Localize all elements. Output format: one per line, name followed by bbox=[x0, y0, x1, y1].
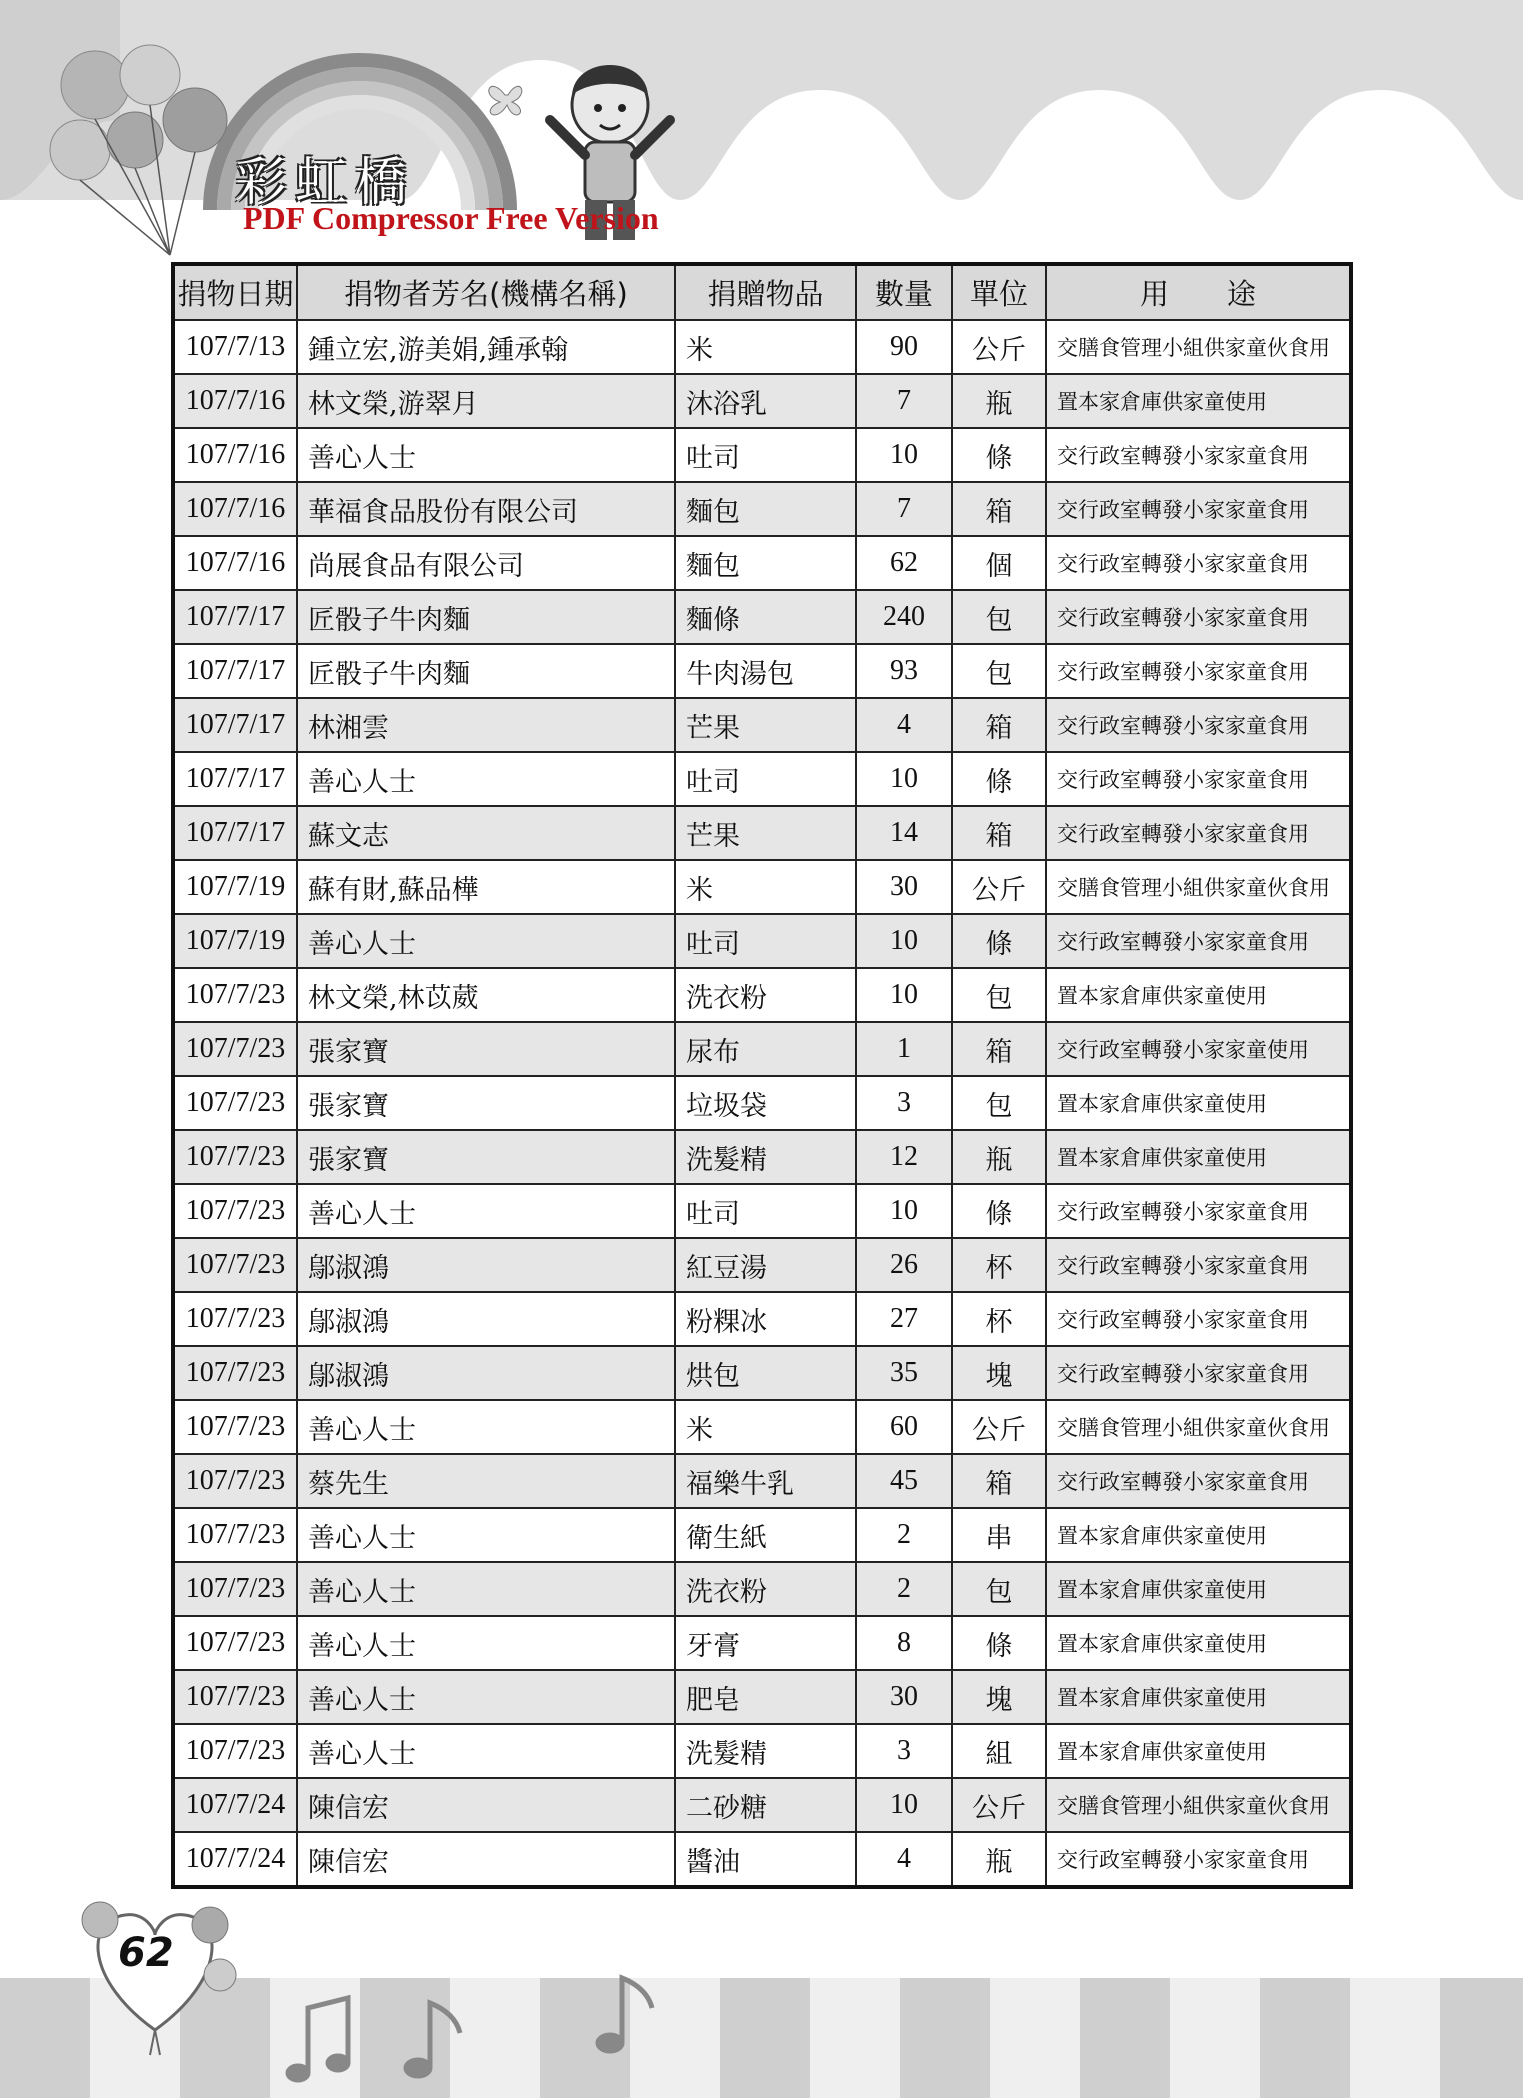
cell-unit: 個 bbox=[952, 536, 1046, 590]
cell-date: 107/7/16 bbox=[173, 536, 297, 590]
cell-item: 麵條 bbox=[675, 590, 856, 644]
cell-purpose: 交行政室轉發小家家童食用 bbox=[1046, 752, 1351, 806]
cell-quantity: 62 bbox=[856, 536, 952, 590]
cell-purpose: 置本家倉庫供家童使用 bbox=[1046, 1508, 1351, 1562]
cell-unit: 塊 bbox=[952, 1670, 1046, 1724]
cell-donor: 善心人士 bbox=[297, 1616, 675, 1670]
table-row bbox=[173, 1346, 1351, 1400]
cell-item: 紅豆湯 bbox=[675, 1238, 856, 1292]
cell-quantity: 2 bbox=[856, 1562, 952, 1616]
cell-date: 107/7/13 bbox=[173, 320, 297, 374]
logo-title: 彩虹橋 bbox=[235, 153, 416, 213]
table-row bbox=[173, 806, 1351, 860]
table-row bbox=[173, 914, 1351, 968]
cell-unit: 杯 bbox=[952, 1292, 1046, 1346]
cell-item: 二砂糖 bbox=[675, 1778, 856, 1832]
cell-date: 107/7/23 bbox=[173, 1724, 297, 1778]
table-row bbox=[173, 1616, 1351, 1670]
table-row bbox=[173, 1022, 1351, 1076]
cell-purpose: 交行政室轉發小家家童食用 bbox=[1046, 914, 1351, 968]
cell-unit: 條 bbox=[952, 752, 1046, 806]
cell-date: 107/7/16 bbox=[173, 482, 297, 536]
cell-donor: 匠骰子牛肉麵 bbox=[297, 590, 675, 644]
column-header-quantity: 數量 bbox=[856, 264, 952, 320]
cell-unit: 杯 bbox=[952, 1238, 1046, 1292]
cell-quantity: 90 bbox=[856, 320, 952, 374]
column-header-donor: 捐物者芳名(機構名稱) bbox=[297, 264, 675, 320]
cell-purpose: 交行政室轉發小家家童食用 bbox=[1046, 806, 1351, 860]
cell-date: 107/7/24 bbox=[173, 1832, 297, 1887]
cell-unit: 瓶 bbox=[952, 374, 1046, 428]
cell-unit: 箱 bbox=[952, 698, 1046, 752]
cell-item: 麵包 bbox=[675, 536, 856, 590]
cell-date: 107/7/19 bbox=[173, 914, 297, 968]
cell-donor: 鍾立宏,游美娟,鍾承翰 bbox=[297, 320, 675, 374]
cell-item: 洗衣粉 bbox=[675, 968, 856, 1022]
cell-purpose: 交行政室轉發小家家童食用 bbox=[1046, 482, 1351, 536]
cell-date: 107/7/23 bbox=[173, 1076, 297, 1130]
cell-purpose: 交行政室轉發小家家童食用 bbox=[1046, 1346, 1351, 1400]
cell-quantity: 3 bbox=[856, 1724, 952, 1778]
cell-quantity: 4 bbox=[856, 1832, 952, 1887]
cell-item: 吐司 bbox=[675, 752, 856, 806]
table-row bbox=[173, 644, 1351, 698]
cell-donor: 張家寶 bbox=[297, 1022, 675, 1076]
cell-quantity: 240 bbox=[856, 590, 952, 644]
column-header-unit: 單位 bbox=[952, 264, 1046, 320]
cell-item: 麵包 bbox=[675, 482, 856, 536]
cell-donor: 林文榮,游翠月 bbox=[297, 374, 675, 428]
cell-item: 福樂牛乳 bbox=[675, 1454, 856, 1508]
cell-unit: 包 bbox=[952, 968, 1046, 1022]
cell-item: 芒果 bbox=[675, 698, 856, 752]
cell-unit: 條 bbox=[952, 1616, 1046, 1670]
cell-unit: 箱 bbox=[952, 482, 1046, 536]
cell-donor: 善心人士 bbox=[297, 1508, 675, 1562]
cell-unit: 箱 bbox=[952, 1454, 1046, 1508]
cell-donor: 匠骰子牛肉麵 bbox=[297, 644, 675, 698]
cell-date: 107/7/23 bbox=[173, 1238, 297, 1292]
cell-date: 107/7/23 bbox=[173, 1292, 297, 1346]
cell-date: 107/7/23 bbox=[173, 1022, 297, 1076]
cell-item: 沐浴乳 bbox=[675, 374, 856, 428]
cell-purpose: 交行政室轉發小家家童使用 bbox=[1046, 1022, 1351, 1076]
cell-donor: 尚展食品有限公司 bbox=[297, 536, 675, 590]
cell-unit: 瓶 bbox=[952, 1130, 1046, 1184]
cell-quantity: 4 bbox=[856, 698, 952, 752]
cell-purpose: 交行政室轉發小家家童食用 bbox=[1046, 428, 1351, 482]
cell-donor: 蔡先生 bbox=[297, 1454, 675, 1508]
cell-item: 洗髮精 bbox=[675, 1130, 856, 1184]
cell-quantity: 30 bbox=[856, 860, 952, 914]
table-row bbox=[173, 968, 1351, 1022]
cell-date: 107/7/16 bbox=[173, 374, 297, 428]
cell-unit: 塊 bbox=[952, 1346, 1046, 1400]
donation-table-container bbox=[171, 262, 1349, 1889]
cell-unit: 包 bbox=[952, 1076, 1046, 1130]
cell-donor: 林湘雲 bbox=[297, 698, 675, 752]
cell-donor: 陳信宏 bbox=[297, 1832, 675, 1887]
table-row bbox=[173, 482, 1351, 536]
cell-donor: 華福食品股份有限公司 bbox=[297, 482, 675, 536]
cell-quantity: 2 bbox=[856, 1508, 952, 1562]
cell-quantity: 7 bbox=[856, 374, 952, 428]
cell-date: 107/7/17 bbox=[173, 752, 297, 806]
table-row bbox=[173, 1508, 1351, 1562]
cell-unit: 公斤 bbox=[952, 320, 1046, 374]
cell-purpose: 交行政室轉發小家家童食用 bbox=[1046, 1292, 1351, 1346]
cell-donor: 陳信宏 bbox=[297, 1778, 675, 1832]
cell-unit: 條 bbox=[952, 1184, 1046, 1238]
cell-date: 107/7/24 bbox=[173, 1778, 297, 1832]
cell-date: 107/7/23 bbox=[173, 1562, 297, 1616]
cell-date: 107/7/23 bbox=[173, 1130, 297, 1184]
table-row bbox=[173, 1562, 1351, 1616]
cell-quantity: 8 bbox=[856, 1616, 952, 1670]
column-header-item: 捐贈物品 bbox=[675, 264, 856, 320]
cell-unit: 公斤 bbox=[952, 860, 1046, 914]
table-header-row bbox=[173, 264, 1351, 320]
cell-quantity: 26 bbox=[856, 1238, 952, 1292]
cell-purpose: 置本家倉庫供家童使用 bbox=[1046, 1562, 1351, 1616]
cell-purpose: 交行政室轉發小家家童食用 bbox=[1046, 1184, 1351, 1238]
cell-date: 107/7/23 bbox=[173, 1400, 297, 1454]
cell-unit: 公斤 bbox=[952, 1778, 1046, 1832]
cell-purpose: 交行政室轉發小家家童食用 bbox=[1046, 698, 1351, 752]
cell-donor: 鄔淑鴻 bbox=[297, 1238, 675, 1292]
cell-quantity: 14 bbox=[856, 806, 952, 860]
cell-purpose: 置本家倉庫供家童使用 bbox=[1046, 968, 1351, 1022]
cell-quantity: 3 bbox=[856, 1076, 952, 1130]
cell-item: 米 bbox=[675, 320, 856, 374]
cell-quantity: 60 bbox=[856, 1400, 952, 1454]
cell-donor: 鄔淑鴻 bbox=[297, 1346, 675, 1400]
table-row bbox=[173, 1238, 1351, 1292]
cell-purpose: 交膳食管理小組供家童伙食用 bbox=[1046, 1778, 1351, 1832]
cell-donor: 善心人士 bbox=[297, 752, 675, 806]
cell-quantity: 30 bbox=[856, 1670, 952, 1724]
page-number: 62 bbox=[118, 1930, 174, 1976]
cell-item: 尿布 bbox=[675, 1022, 856, 1076]
cell-donor: 善心人士 bbox=[297, 428, 675, 482]
cell-date: 107/7/17 bbox=[173, 590, 297, 644]
cell-donor: 善心人士 bbox=[297, 1184, 675, 1238]
cell-date: 107/7/17 bbox=[173, 644, 297, 698]
cell-donor: 張家寶 bbox=[297, 1130, 675, 1184]
table-row bbox=[173, 374, 1351, 428]
cell-donor: 蘇文志 bbox=[297, 806, 675, 860]
cell-quantity: 35 bbox=[856, 1346, 952, 1400]
cell-purpose: 置本家倉庫供家童使用 bbox=[1046, 1076, 1351, 1130]
cell-item: 米 bbox=[675, 1400, 856, 1454]
cell-unit: 包 bbox=[952, 1562, 1046, 1616]
header-decoration bbox=[0, 0, 1523, 260]
cell-donor: 善心人士 bbox=[297, 1562, 675, 1616]
cell-donor: 善心人士 bbox=[297, 1400, 675, 1454]
cell-quantity: 10 bbox=[856, 968, 952, 1022]
cell-unit: 條 bbox=[952, 428, 1046, 482]
cell-item: 吐司 bbox=[675, 914, 856, 968]
cell-item: 芒果 bbox=[675, 806, 856, 860]
cell-donor: 善心人士 bbox=[297, 1670, 675, 1724]
table-row bbox=[173, 698, 1351, 752]
cell-quantity: 27 bbox=[856, 1292, 952, 1346]
cell-item: 吐司 bbox=[675, 1184, 856, 1238]
cell-date: 107/7/23 bbox=[173, 1346, 297, 1400]
cell-date: 107/7/19 bbox=[173, 860, 297, 914]
cell-date: 107/7/17 bbox=[173, 698, 297, 752]
table-row bbox=[173, 536, 1351, 590]
cell-quantity: 45 bbox=[856, 1454, 952, 1508]
donation-table bbox=[171, 262, 1353, 1889]
cell-quantity: 10 bbox=[856, 914, 952, 968]
cell-unit: 包 bbox=[952, 644, 1046, 698]
cell-unit: 箱 bbox=[952, 806, 1046, 860]
cell-unit: 條 bbox=[952, 914, 1046, 968]
cell-donor: 鄔淑鴻 bbox=[297, 1292, 675, 1346]
table-row bbox=[173, 1400, 1351, 1454]
table-row bbox=[173, 860, 1351, 914]
cell-purpose: 置本家倉庫供家童使用 bbox=[1046, 1130, 1351, 1184]
cell-unit: 箱 bbox=[952, 1022, 1046, 1076]
table-row bbox=[173, 428, 1351, 482]
cell-donor: 善心人士 bbox=[297, 914, 675, 968]
cell-donor: 林文榮,林苡葳 bbox=[297, 968, 675, 1022]
cell-unit: 公斤 bbox=[952, 1400, 1046, 1454]
cell-item: 洗髮精 bbox=[675, 1724, 856, 1778]
cell-item: 垃圾袋 bbox=[675, 1076, 856, 1130]
cell-donor: 蘇有財,蘇品樺 bbox=[297, 860, 675, 914]
cell-item: 衛生紙 bbox=[675, 1508, 856, 1562]
cell-date: 107/7/23 bbox=[173, 1670, 297, 1724]
cell-item: 米 bbox=[675, 860, 856, 914]
cell-unit: 包 bbox=[952, 590, 1046, 644]
cell-purpose: 置本家倉庫供家童使用 bbox=[1046, 1670, 1351, 1724]
cell-item: 吐司 bbox=[675, 428, 856, 482]
table-row bbox=[173, 752, 1351, 806]
cell-purpose: 交行政室轉發小家家童食用 bbox=[1046, 536, 1351, 590]
cell-quantity: 12 bbox=[856, 1130, 952, 1184]
cell-item: 烘包 bbox=[675, 1346, 856, 1400]
cell-purpose: 置本家倉庫供家童使用 bbox=[1046, 374, 1351, 428]
cell-donor: 善心人士 bbox=[297, 1724, 675, 1778]
cell-purpose: 交膳食管理小組供家童伙食用 bbox=[1046, 1400, 1351, 1454]
table-row bbox=[173, 590, 1351, 644]
cell-date: 107/7/17 bbox=[173, 806, 297, 860]
cell-date: 107/7/23 bbox=[173, 1616, 297, 1670]
column-header-purpose: 用 途 bbox=[1046, 264, 1351, 320]
cell-date: 107/7/16 bbox=[173, 428, 297, 482]
cell-item: 醬油 bbox=[675, 1832, 856, 1887]
cell-quantity: 10 bbox=[856, 1778, 952, 1832]
table-row bbox=[173, 1724, 1351, 1778]
cell-purpose: 交行政室轉發小家家童食用 bbox=[1046, 1454, 1351, 1508]
cell-purpose: 置本家倉庫供家童使用 bbox=[1046, 1616, 1351, 1670]
cell-unit: 串 bbox=[952, 1508, 1046, 1562]
table-row bbox=[173, 1832, 1351, 1887]
cell-purpose: 交行政室轉發小家家童食用 bbox=[1046, 1832, 1351, 1887]
cell-date: 107/7/23 bbox=[173, 1184, 297, 1238]
column-header-date: 捐物日期 bbox=[173, 264, 297, 320]
cell-purpose: 交行政室轉發小家家童食用 bbox=[1046, 590, 1351, 644]
cell-donor: 張家寶 bbox=[297, 1076, 675, 1130]
table-row bbox=[173, 1130, 1351, 1184]
table-row bbox=[173, 1076, 1351, 1130]
cell-purpose: 置本家倉庫供家童使用 bbox=[1046, 1724, 1351, 1778]
cell-quantity: 7 bbox=[856, 482, 952, 536]
cell-purpose: 交膳食管理小組供家童伙食用 bbox=[1046, 860, 1351, 914]
cell-quantity: 93 bbox=[856, 644, 952, 698]
table-row bbox=[173, 1778, 1351, 1832]
cell-quantity: 10 bbox=[856, 428, 952, 482]
cell-purpose: 交膳食管理小組供家童伙食用 bbox=[1046, 320, 1351, 374]
cell-unit: 瓶 bbox=[952, 1832, 1046, 1887]
cell-unit: 組 bbox=[952, 1724, 1046, 1778]
cell-quantity: 10 bbox=[856, 752, 952, 806]
cell-quantity: 1 bbox=[856, 1022, 952, 1076]
table-body bbox=[173, 320, 1351, 1887]
cell-item: 牛肉湯包 bbox=[675, 644, 856, 698]
table-row bbox=[173, 320, 1351, 374]
table-row bbox=[173, 1184, 1351, 1238]
cell-date: 107/7/23 bbox=[173, 968, 297, 1022]
cell-item: 粉粿冰 bbox=[675, 1292, 856, 1346]
cell-purpose: 交行政室轉發小家家童食用 bbox=[1046, 1238, 1351, 1292]
cell-quantity: 10 bbox=[856, 1184, 952, 1238]
cell-item: 牙膏 bbox=[675, 1616, 856, 1670]
cell-date: 107/7/23 bbox=[173, 1454, 297, 1508]
cell-item: 洗衣粉 bbox=[675, 1562, 856, 1616]
table-row bbox=[173, 1454, 1351, 1508]
cell-purpose: 交行政室轉發小家家童食用 bbox=[1046, 644, 1351, 698]
cell-date: 107/7/23 bbox=[173, 1508, 297, 1562]
table-row bbox=[173, 1670, 1351, 1724]
watermark-text: PDF Compressor Free Version bbox=[243, 200, 659, 236]
cell-item: 肥皂 bbox=[675, 1670, 856, 1724]
table-row bbox=[173, 1292, 1351, 1346]
